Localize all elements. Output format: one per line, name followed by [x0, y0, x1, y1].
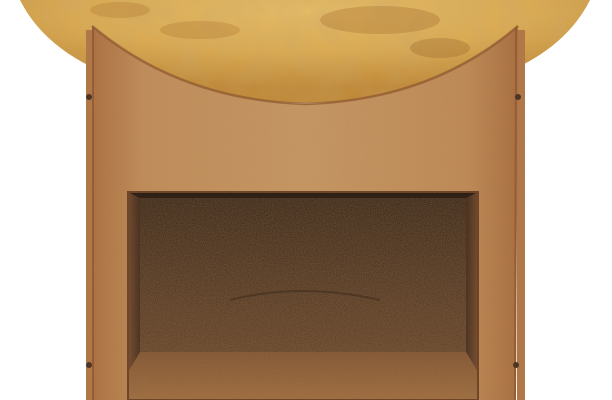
bolt-left-bottom [86, 362, 92, 368]
bolt-left-top [86, 94, 92, 100]
bolt-right-bottom [513, 362, 519, 368]
bolt-right-top [515, 94, 521, 100]
log-storage-cavity [128, 192, 478, 400]
right-rear-leg [517, 30, 525, 400]
